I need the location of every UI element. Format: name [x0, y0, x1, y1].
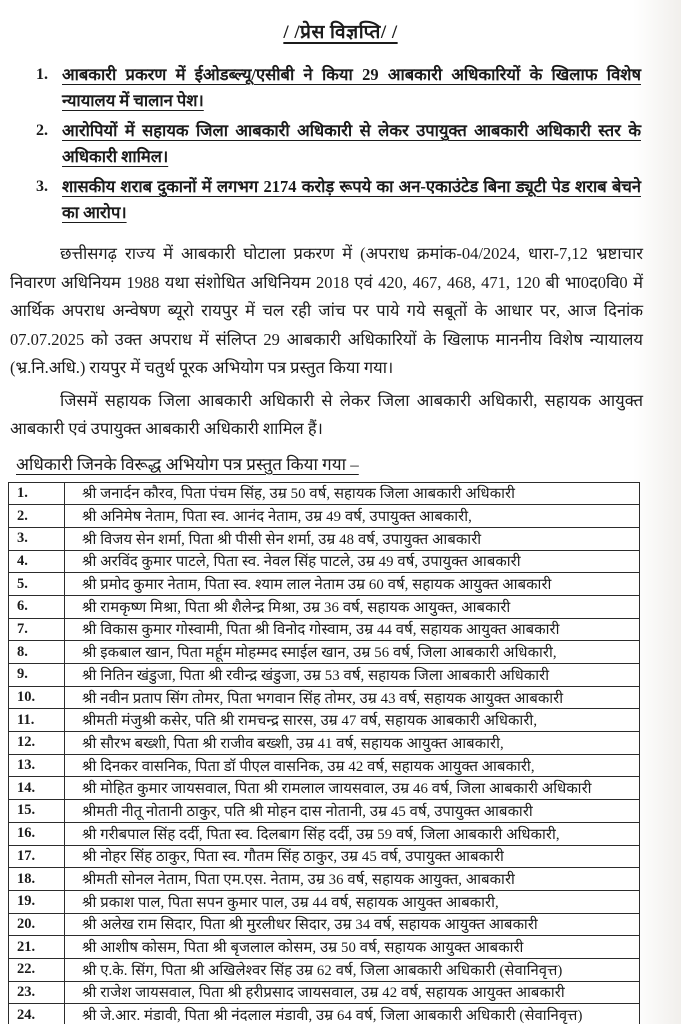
table-row	[9, 936, 640, 959]
row-serial-number: 17.	[9, 845, 65, 868]
row-serial-number: 4.	[9, 550, 65, 573]
row-serial-number: 24.	[9, 1004, 65, 1024]
table-row	[9, 913, 640, 936]
table-row	[9, 1004, 640, 1024]
row-serial-number: 16.	[9, 822, 65, 845]
row-serial-number: 14.	[9, 777, 65, 800]
row-serial-number: 9.	[9, 664, 65, 687]
row-serial-number: 13.	[9, 754, 65, 777]
table-row	[9, 958, 640, 981]
row-details: श्री मोहित कुमार जायसवाल, पिता श्री रामलाल जायसवाल, उम्र 46 वर्ष, जिला आबकारी अधिकारी	[65, 777, 640, 800]
table-row	[9, 505, 640, 528]
row-serial-number: 1.	[9, 482, 65, 505]
row-serial-number: 12.	[9, 732, 65, 755]
table-row	[9, 732, 640, 755]
headline-list	[36, 62, 641, 226]
table-row	[9, 527, 640, 550]
row-serial-number: 3.	[9, 527, 65, 550]
row-details: श्रीमती सोनल नेताम, पिता एम.एस. नेताम, उम्र 36 वर्ष, सहायक आयुक्त, आबकारी	[65, 868, 640, 891]
table-row	[9, 754, 640, 777]
row-details: श्री नवीन प्रताप सिंग तोमर, पिता भगवान सिंह तोमर, उम्र 43 वर्ष, सहायक आयुक्त आबकारी	[65, 686, 640, 709]
table-row	[9, 822, 640, 845]
accused-officers-table	[8, 482, 640, 1024]
row-details: श्री अरविंद कुमार पाटले, पिता स्व. नेवल सिंह पाटले, उम्र 49 वर्ष, उपायुक्त आबकारी	[65, 550, 640, 573]
row-serial-number: 5.	[9, 573, 65, 596]
body-paragraphs	[10, 240, 643, 444]
row-details: श्री आशीष कोसम, पिता श्री बृजलाल कोसम, उम्र 50 वर्ष, सहायक आयुक्त आबकारी	[65, 936, 640, 959]
row-details: श्री राजेश जायसवाल, पिता श्री हरीप्रसाद जायसवाल, उम्र 42 वर्ष, सहायक आयुक्त आबकारी	[65, 981, 640, 1004]
table-row	[9, 573, 640, 596]
headline-item	[36, 118, 641, 170]
row-serial-number: 18.	[9, 868, 65, 891]
accused-table-heading: अधिकारी जिनके विरूद्ध अभियोग पत्र प्रस्तुत किया गया –	[16, 454, 359, 474]
row-details: श्री विकास कुमार गोस्वामी, पिता श्री विनोद गोस्वाम, उम्र 44 वर्ष, सहायक आयुक्त आबकारी	[65, 618, 640, 641]
row-details: श्री प्रकाश पाल, पिता सपन कुमार पाल, उम्र 44 वर्ष, सहायक आयुक्त आबकारी,	[65, 890, 640, 913]
row-serial-number: 8.	[9, 641, 65, 664]
headline-item-number: 3.	[36, 178, 48, 195]
headline-item	[36, 174, 641, 226]
row-details: श्री नोहर सिंह ठाकुर, पिता स्व. गौतम सिंह ठाकुर, उम्र 45 वर्ष, उपायुक्त आबकारी	[65, 845, 640, 868]
row-serial-number: 10.	[9, 686, 65, 709]
row-details: श्री अनिमेष नेताम, पिता स्व. आनंद नेताम, उम्र 49 वर्ष, उपायुक्त आबकारी,	[65, 505, 640, 528]
row-serial-number: 20.	[9, 913, 65, 936]
row-details: श्री अलेख राम सिदार, पिता श्री मुरलीधर सिदार, उम्र 34 वर्ष, सहायक आयुक्त आबकारी	[65, 913, 640, 936]
table-row	[9, 482, 640, 505]
headline-item-text: शासकीय शराब दुकानों में लगभग 2174 करोड़ रूपये का अन-एकाउंटेड बिना ड्यूटी पेड शराब बेचने का आरोप।	[62, 177, 641, 222]
row-details: श्री प्रमोद कुमार नेताम, पिता स्व. श्याम लाल नेताम उम्र 60 वर्ष, सहायक आयुक्त आबकारी	[65, 573, 640, 596]
table-row	[9, 641, 640, 664]
table-row	[9, 550, 640, 573]
table-row	[9, 845, 640, 868]
table-row	[9, 868, 640, 891]
row-details: श्री विजय सेन शर्मा, पिता श्री पीसी सेन शर्मा, उम्र 48 वर्ष, उपायुक्त आबकारी	[65, 527, 640, 550]
row-details: श्री जनार्दन कौरव, पिता पंचम सिंह, उम्र 50 वर्ष, सहायक जिला आबकारी अधिकारी	[65, 482, 640, 505]
headline-item-text: आबकारी प्रकरण में ईओडब्ल्यू/एसीबी ने किया 29 आबकारी अधिकारियों के खिलाफ विशेष न्यायालय में चालान पेश।	[62, 65, 641, 110]
table-row	[9, 618, 640, 641]
table-row	[9, 800, 640, 823]
row-details: श्री नितिन खंडुजा, पिता श्री रवीन्द्र खंडुजा, उम्र 53 वर्ष, सहायक जिला आबकारी अधिकारी	[65, 664, 640, 687]
row-serial-number: 19.	[9, 890, 65, 913]
headline-item-text: आरोपियों में सहायक जिला आबकारी अधिकारी से लेकर उपायुक्त आबकारी अधिकारी स्तर के अधिकारी शामिल।	[62, 121, 641, 166]
row-details: श्री सौरभ बख्शी, पिता श्री राजीव बख्शी, उम्र 41 वर्ष, सहायक आयुक्त आबकारी,	[65, 732, 640, 755]
headline-item	[36, 62, 641, 114]
intro-paragraph: छत्तीसगढ़ राज्य में आबकारी घोटाला प्रकरण में (अपराध क्रमांक-04/2024, धारा-7,12 भ्रष्टाचार निवारण अधिनियम 1988 यथा संशोधित अधिनियम 2018 एवं 420, 467, 468, 471, 120 बी भा0द0वि0 में आर्थिक अपराध अन्वेषण ब्यूरो रायपुर में चल रही जांच पर पाये गये सबूतों के आधार पर, आज दिनांक 07.07.2025 को उक्त अपराध में संलिप्त 29 आबकारी अधिकारियों के खिलाफ माननीय विशेष न्यायालय (भ्र.नि.अधि.) रायपुर में चतुर्थ पूरक अभियोग पत्र प्रस्तुत किया गया।	[10, 244, 643, 377]
table-row	[9, 686, 640, 709]
officers-range-paragraph: जिसमें सहायक जिला आबकारी अधिकारी से लेकर जिला आबकारी अधिकारी, सहायक आयुक्त आबकारी एवं उपायुक्त आबकारी अधिकारी शामिल हैं।	[10, 390, 643, 438]
row-details: श्रीमती मंजुश्री कसेर, पति श्री रामचन्द्र सारस, उम्र 47 वर्ष, सहायक आबकारी अधिकारी,	[65, 709, 640, 732]
row-serial-number: 23.	[9, 981, 65, 1004]
row-details: श्री जे.आर. मंडावी, पिता श्री नंदलाल मंडावी, उम्र 64 वर्ष, जिला आबकारी अधिकारी (सेवानिवृत्त)	[65, 1004, 640, 1024]
table-row	[9, 890, 640, 913]
table-row	[9, 664, 640, 687]
row-details: श्री इकबाल खान, पिता मर्हूम मोहम्मद स्माईल खान, उम्र 56 वर्ष, जिला आबकारी अधिकारी,	[65, 641, 640, 664]
row-serial-number: 22.	[9, 958, 65, 981]
row-details: श्री दिनकर वासनिक, पिता डॉ पीएल वासनिक, उम्र 42 वर्ष, सहायक आयुक्त आबकारी,	[65, 754, 640, 777]
row-serial-number: 15.	[9, 800, 65, 823]
row-serial-number: 6.	[9, 595, 65, 618]
table-row	[9, 709, 640, 732]
table-row	[9, 595, 640, 618]
row-details: श्रीमती नीतू नोतानी ठाकुर, पति श्री मोहन दास नोतानी, उम्र 45 वर्ष, उपायुक्त आबकारी	[65, 800, 640, 823]
row-details: श्री रामकृष्ण मिश्रा, पिता श्री शैलेन्द्र मिश्रा, उम्र 36 वर्ष, सहायक आयुक्त, आबकारी	[65, 595, 640, 618]
row-serial-number: 2.	[9, 505, 65, 528]
headline-item-number: 1.	[36, 66, 48, 83]
table-row	[9, 981, 640, 1004]
page-title: / /प्रेस विज्ञप्ति/ /	[283, 22, 398, 43]
row-details: श्री गरीबपाल सिंह दर्दी, पिता स्व. दिलबाग सिंह दर्दी, उम्र 59 वर्ष, जिला आबकारी अधिकारी,	[65, 822, 640, 845]
table-row	[9, 777, 640, 800]
row-serial-number: 7.	[9, 618, 65, 641]
headline-item-number: 2.	[36, 122, 48, 139]
row-serial-number: 21.	[9, 936, 65, 959]
row-serial-number: 11.	[9, 709, 65, 732]
row-details: श्री ए.के. सिंग, पिता श्री अखिलेश्वर सिंह उम्र 62 वर्ष, जिला आबकारी अधिकारी (सेवानिवृत्त)	[65, 958, 640, 981]
